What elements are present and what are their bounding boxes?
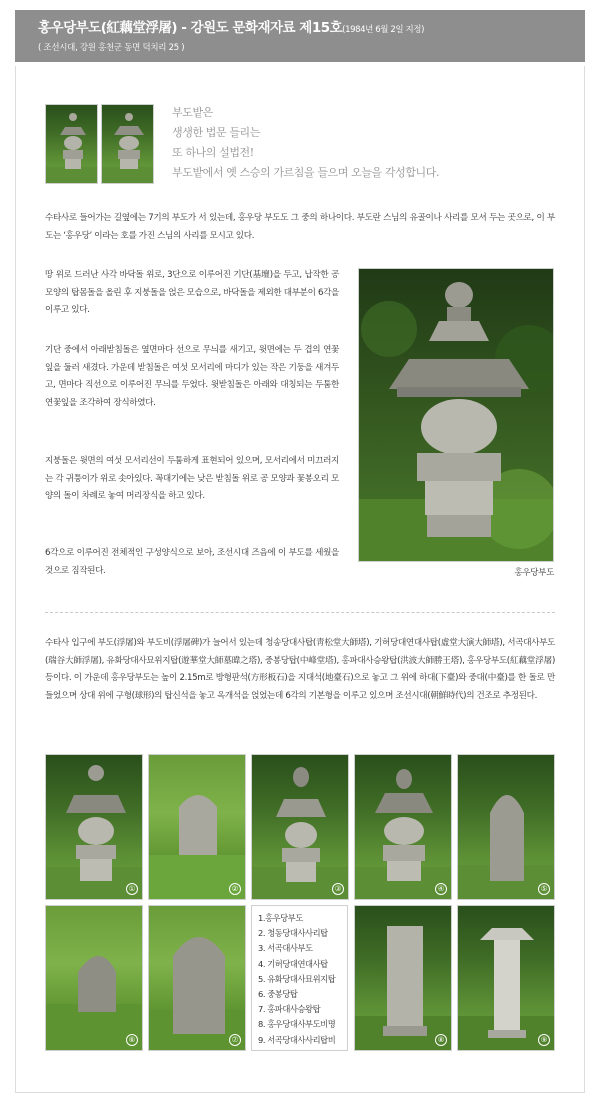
stele-photo-icon [149,906,245,1050]
photo-scene [458,906,554,1050]
intro-line: 또 하나의 설법전! [172,146,254,159]
legend-item: 6. 중봉당탑 [258,989,298,1000]
photo-number: ② [229,883,241,895]
stupa-photo-icon [46,755,142,899]
gallery-photo-7 [148,905,246,1051]
legend-item: 1.홍우당부도 [258,913,303,923]
stele-photo-icon [46,906,142,1050]
section-divider [45,612,555,613]
photo-number: ⑦ [229,1034,241,1046]
paragraph-history: 수타사 입구에 부도(浮屠)와 부도비(浮屠碑)가 늘어서 있는데 청송당대사탑(靑松堂大師塔), 기허당대연대사탑(虛堂大演大師塔), 서곡대사부도(瑞谷大師浮屠), 유화당대사묘위지탑(遊華堂大師墓暐之塔), 중봉당탑(中峰堂塔), 홍파대사승왕탑(洪波大師勝王塔), 홍우당부도(紅藕堂浮屠) 등이다. 이 가운데 홍우당부도는 높이 2.15m로 방형판석(方形板石)을 지대석(地臺石)으로 놓고 그 위에 하대(下臺)와 중대(中臺)를 한 돌로 만들었으며 상대 위에 구형(球形)의 탑신석을 놓고 옥개석을 얹었는데 6각의 기본형을 이루고 있으며 조선시대(朝鮮時代)의 건조로 추정된다. [45,638,555,701]
intro-line: 부도밭은 [172,106,213,119]
page-subtitle: ( 조선시대, 강원 홍천군 동면 덕치리 25 ) [38,43,185,53]
page-title: 홍우당부도(紅藕堂浮屠) - 강원도 문화재자료 제15호 [38,20,343,36]
paragraph-structure: 땅 위로 드러난 사각 바닥돌 위로, 3단으로 이루어진 기단(基壇)을 두고, 납작한 공 모양의 탑몸돌을 올린 후 지붕돌을 얹은 모습으로, 바닥돌을 제외한 대부분이 6각을 이루고 있다. [45,270,339,315]
stele-photo-icon [458,755,554,899]
legend-item: 4. 기허당대연대사탑 [258,958,328,969]
stupa-photo-icon [46,105,97,183]
photo-scene [46,105,97,183]
legend-item: 2. 청동당대사사리탑 [258,928,328,939]
legend-item: 7. 홍파대사승왕탑 [258,1004,321,1015]
stupa-photo-icon [102,105,153,183]
photo-scene [149,755,245,899]
stupa-photo-icon [252,755,348,899]
photo-number: ⑧ [435,1034,447,1046]
photo-number: ⑥ [126,1034,138,1046]
main-photo [358,268,554,562]
photo-scene [46,906,142,1050]
stele-photo-icon [458,906,554,1050]
page-header [15,10,585,62]
photo-scene [355,906,451,1050]
intro-photo-2 [101,104,154,184]
paragraph-base: 기단 중에서 아래받침돌은 옆면마다 선으로 무늬를 새기고, 윗면에는 두 겹의 연꽃잎을 둘러 새겼다. 가운데 받침돌은 여섯 모서리에 마디가 있는 작은 기둥을 새겨두고, 면마다 직선으로 이루어진 무늬를 두었다. 윗받침돌은 아래와 대칭되는 두툼한 연꽃잎을 조각하여 장식하였다. [45,345,339,408]
legend-item: 5. 유화당대사묘위지탑 [258,973,336,984]
photo-number: ⑨ [538,1034,550,1046]
photo-legend [251,905,348,1051]
gallery-photo-2 [148,754,246,900]
gallery-photo-4 [354,754,452,900]
gallery-photo-3 [251,754,349,900]
photo-scene [149,906,245,1050]
paragraph-conclusion: 6각으로 이루어진 전체적인 구성양식으로 보아, 조선시대 즈음에 이 부도를 세웠을 것으로 짐작된다. [45,548,339,576]
title-row [38,16,585,36]
intro-line: 생생한 법문 들리는 [172,126,261,139]
legend-item: 9. 서곡당대사사리탑비 [258,1034,336,1045]
gallery-photo-6 [45,905,143,1051]
intro-text [172,103,552,183]
legend-item: 3. 서곡대사부도 [258,943,313,954]
photo-scene [102,105,153,183]
stele-photo-icon [149,755,245,899]
intro-photo-1 [45,104,98,184]
photo-scene [359,269,553,561]
photo-scene [458,755,554,899]
legend-item: 8. 홍우당대사부도비명 [258,1019,336,1030]
photo-number: ⑤ [538,883,550,895]
photo-scene [355,755,451,899]
gallery-photo-8 [354,905,452,1051]
main-photo-caption: 홍우당부도 [514,568,554,578]
photo-number: ① [126,883,138,895]
gallery-photo-1 [45,754,143,900]
gallery-photo-9 [457,905,555,1051]
gallery-photo-5 [457,754,555,900]
stupa-photo-icon [359,269,553,561]
stele-photo-icon [355,906,451,1050]
designation-date: (1984년 6월 2일 지정) [342,25,424,35]
stupa-photo-icon [355,755,451,899]
photo-number: ③ [332,883,344,895]
photo-number: ④ [435,883,447,895]
paragraph-roof: 지붕돌은 윗면의 여섯 모서리선이 두툼하게 표현되어 있으며, 모서리에서 미끄러지는 각 귀퉁이가 위로 솟아있다. 꼭대기에는 낮은 받침돌 위로 공 모양과 꽃봉오리 모양의 돌이 차례로 놓여 머리장식을 하고 있다. [45,456,339,501]
paragraph-intro: 수타사로 들어가는 길옆에는 7기의 부도가 서 있는데, 홍우당 부도도 그 중의 하나이다. 부도란 스님의 유골이나 사리를 모셔 두는 곳으로, 이 부도는 ‘홍우당’ 이라는 호를 가진 스님의 사리를 모시고 있다. [45,213,555,241]
photo-scene [252,755,348,899]
intro-line: 부도밭에서 옛 스승의 가르침을 들으며 오늘을 각성합니다. [172,166,440,179]
photo-scene [46,755,142,899]
